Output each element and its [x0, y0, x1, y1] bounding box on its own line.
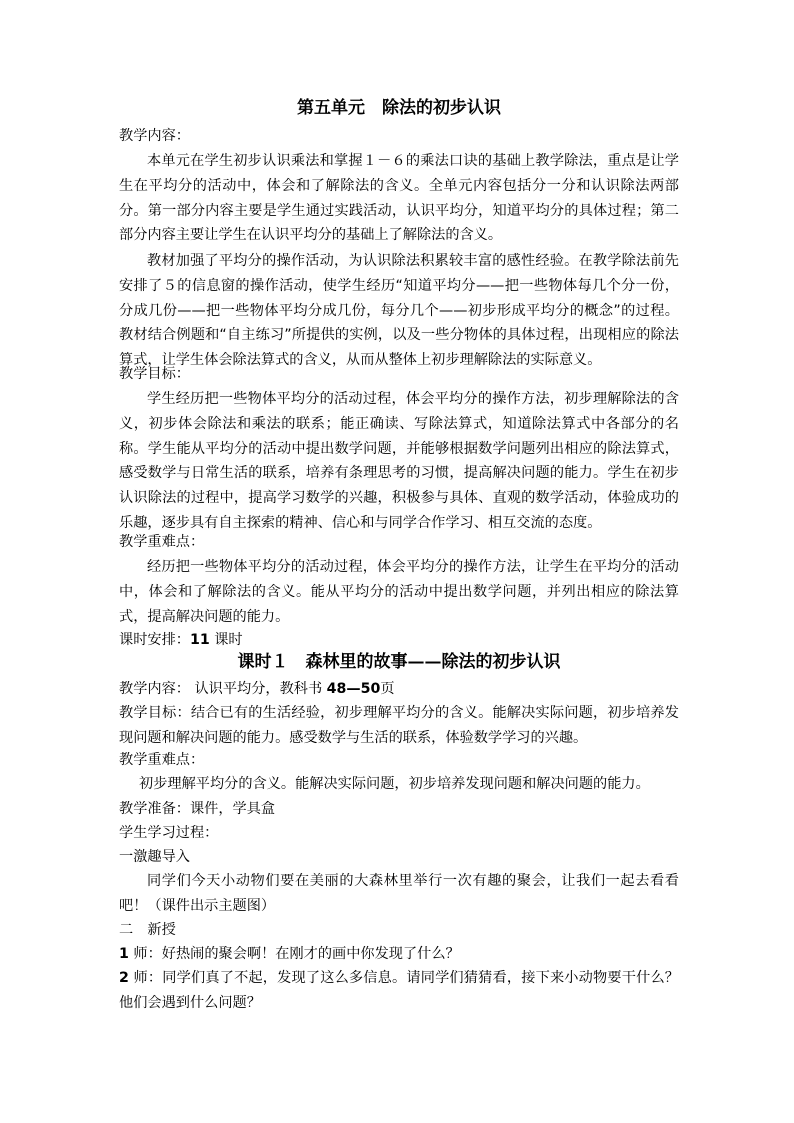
- unit-content-label: 教学内容：: [119, 128, 190, 144]
- unit-content-paragraph-1: 本单元在学生初步认识乘法和掌握１－６的乘法口诀的基础上教学除法，重点是让学生在平均分的活动中，体会和了解除法的含义。全单元内容包括分一分和认识除法两部分。第一部分内容主要是学生通过实践活动，认识平均分，知道平均分的具体过程；第二部分内容主要让学生在认识平均分的基础上了解除法的含义。: [119, 153, 679, 244]
- lesson-pages: 48—50: [326, 681, 381, 697]
- step-2-heading: 二 新授: [119, 922, 176, 938]
- step-1-heading: 一激趣导入: [119, 849, 190, 865]
- schedule-unit: 课时: [209, 632, 243, 648]
- unit-title: 第五单元 除法的初步认识: [297, 98, 501, 118]
- lesson-goal-paragraph: 教学目标：结合已有的生活经验，初步理解平均分的含义。能解决实际问题，初步培养发现问题和解决问题的能力。感受数学与生活的联系，体验数学学习的兴趣。: [119, 705, 679, 746]
- lesson-key-paragraph: 初步理解平均分的含义。能解决实际问题，初步培养发现问题和解决问题的能力。: [139, 776, 650, 792]
- schedule-value: 11: [189, 632, 210, 648]
- lesson-process-label: 学生学习过程：: [119, 825, 219, 841]
- unit-content-paragraph-2: 教材加强了平均分的操作活动，为认识除法积累较丰富的感性经验。在教学除法前先安排了５的信息窗的操作活动，使学生经历“知道平均分——把一些物体每几个分一份，分成几份——把一些物体平均分成几份，每分几个——初步形成平均分的概念”的过程。教材结合例题和“自主练习”所提供的实例，以及一些分物体的具体过程，出现相应的除法算式，让学生体会除法算式的含义，从而从整体上初步理解除法的实际意义。: [119, 253, 679, 369]
- unit-goal-paragraph: 学生经历把一些物体平均分的活动过程，体会平均分的操作方法，初步理解除法的含义，初步体会除法和乘法的联系；能正确读、写除法算式，知道除法算式中各部分的名称。学生能从平均分的活动中提出数学问题，并能够根据数学问题列出相应的除法算式，感受数学与日常生活的联系，培养有条理思考的习惯，提高解决问题的能力。学生在初步认识除法的过程中，提高学习数学的兴趣，积极参与具体、直观的数学活动，体验成功的乐趣，逐步具有自主探索的精神、信心和与同学合作学习、相互交流的态度。: [119, 391, 679, 531]
- question-1: [119, 942, 460, 967]
- question-1-number: 1: [119, 946, 129, 962]
- lesson-title: 课时１ 森林里的故事——除法的初步认识: [237, 652, 561, 672]
- step-1-paragraph: 同学们今天小动物们要在美丽的大森林里举行一次有趣的聚会，让我们一起去看看吧！（课件出示主题图）: [119, 873, 679, 914]
- question-1-text: 师：好热闹的聚会啊！在刚才的画中你发现了什么？: [128, 946, 460, 962]
- question-2: [119, 966, 679, 1016]
- lesson-pages-suffix: 页: [380, 681, 395, 697]
- unit-goal-label: 教学目标：: [119, 366, 190, 382]
- schedule-label: 课时安排：: [119, 632, 190, 648]
- question-2-text: 师：同学们真了不起，发现了这么多信息。请同学们猜猜看，接下来小动物要干什么？他们会遇到什么问题？: [119, 970, 679, 1011]
- lesson-content-text: 教学内容： 认识平均分，教科书: [119, 681, 327, 697]
- question-2-number: 2: [119, 970, 129, 986]
- lesson-prep-line: 教学准备：课件，学具盒: [119, 801, 276, 817]
- unit-key-paragraph: 经历把一些物体平均分的活动过程，体会平均分的操作方法，让学生在平均分的活动中，体会和了解除法的含义。能从平均分的活动中提出数学问题，并列出相应的除法算式，提高解决问题的能力。: [119, 559, 679, 625]
- unit-key-label: 教学重难点：: [119, 534, 205, 550]
- lesson-key-label: 教学重难点：: [119, 752, 205, 768]
- lesson-content-line: [119, 677, 395, 702]
